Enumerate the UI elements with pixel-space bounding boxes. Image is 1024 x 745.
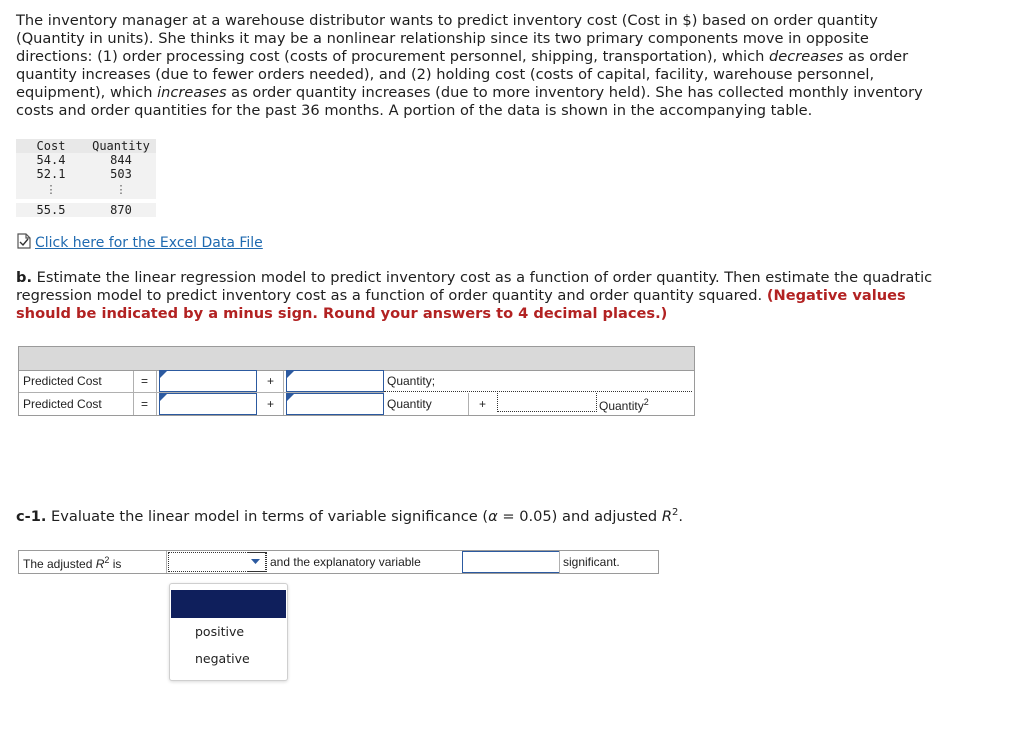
data-table <box>16 139 156 217</box>
problem-statement: The inventory manager at a warehouse distributor wants to predict inventory cost (Cost in $) based on order quantity (Quantity in units). She thinks it may be a nonlinear relationship since its two primary components move in opposite directions: (1) order processing cost (costs of procurement personnel, shipping, transportation), which decreases as order quantity increases (due to fewer orders needed), and (2) holding cost (costs of capital, facility, warehouse personnel, equipment), which increases as order quantity increases (due to more inventory held). She has collected monthly inventory costs and order quantities for the past 36 months. A portion of the data is shown in the accompanying table. <box>16 12 923 119</box>
part-b-question: b. Estimate the linear regression model to predict inventory cost as a function of order quantity. Then estimate the quadratic regression model to predict inventory cost as a function of order quantity and order quantity squared. (Negative values should be indicated by a minus sign. Round your answers to 4 decimal places.) <box>16 269 933 322</box>
excel-data-link[interactable] <box>16 233 263 253</box>
quadratic-squared-coef-input[interactable] <box>497 393 597 412</box>
row1-equals: = <box>141 374 149 388</box>
excel-link-label[interactable]: Click here for the Excel Data File <box>35 235 263 251</box>
significance-select[interactable] <box>462 551 560 573</box>
dropdown-menu <box>169 583 288 681</box>
row2-equals: = <box>141 397 149 411</box>
quadratic-intercept-input[interactable] <box>159 393 257 415</box>
document-icon <box>16 233 32 253</box>
dropdown-option-positive[interactable]: positive <box>195 624 245 639</box>
table-cell: 503 <box>86 167 156 181</box>
table-cell: 55.5 <box>16 203 86 217</box>
row2-plus-2: + <box>479 397 487 411</box>
part-c1-question: c-1. Evaluate the linear model in terms of variable significance (α = 0.05) and adjusted $R^2$. <box>16 507 683 525</box>
explanatory-variable-label: and the explanatory variable <box>270 555 421 569</box>
row2-label: Predicted Cost <box>23 397 102 411</box>
dropdown-option-highlighted[interactable] <box>171 590 286 618</box>
row1-label: Predicted Cost <box>23 374 102 388</box>
table-cell: 844 <box>86 153 156 167</box>
vertical-ellipsis: ⋮ <box>16 181 86 199</box>
linear-intercept-input[interactable] <box>159 370 257 392</box>
quadratic-quantity-coef-input[interactable] <box>286 393 384 415</box>
significant-label: significant. <box>563 555 620 569</box>
row1-variable: Quantity; <box>387 374 436 388</box>
regression-equations-box <box>18 346 695 416</box>
row2-variable-1: Quantity <box>387 397 432 411</box>
adjusted-r2-label: The adjusted $R^2$ is <box>23 555 122 571</box>
header-quantity: Quantity <box>86 139 156 153</box>
table-cell: 54.4 <box>16 153 86 167</box>
dropdown-option-negative[interactable]: negative <box>195 651 250 666</box>
header-cost: Cost <box>16 139 86 153</box>
rounding-instruction: (Negative values should be indicated by a minus sign. Round your answers to 4 decimal places.) <box>16 287 906 322</box>
table-cell: 870 <box>86 203 156 217</box>
part-c1-answer-row <box>18 550 659 574</box>
vertical-ellipsis: ⋮ <box>86 181 156 199</box>
row1-plus: + <box>267 374 275 388</box>
chevron-down-icon[interactable] <box>247 552 267 572</box>
row2-variable-2: Quantity$^2$ <box>599 397 649 413</box>
linear-slope-input[interactable] <box>286 370 384 392</box>
row2-plus-1: + <box>267 397 275 411</box>
table-cell: 52.1 <box>16 167 86 181</box>
